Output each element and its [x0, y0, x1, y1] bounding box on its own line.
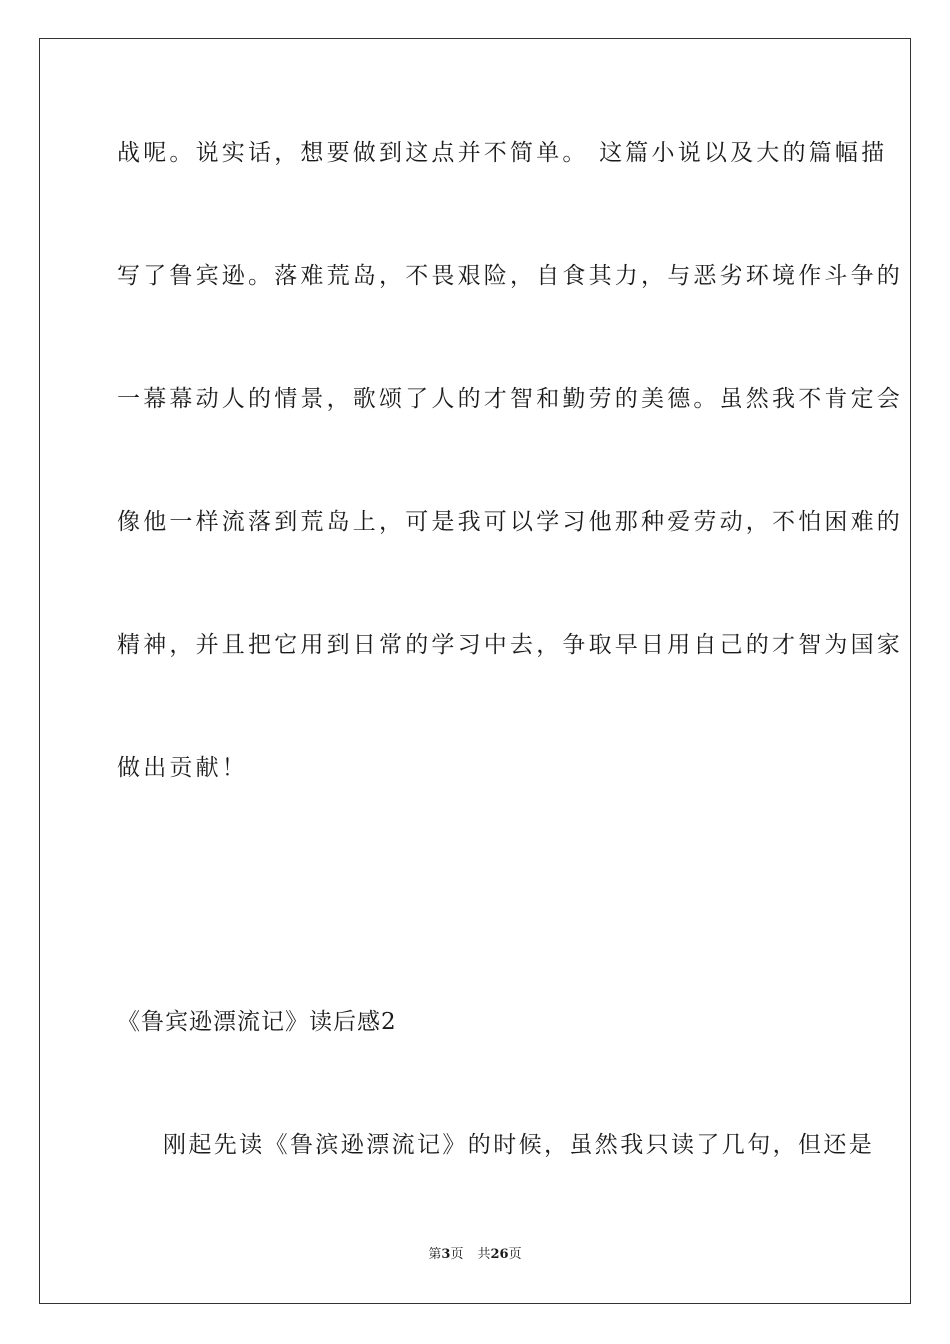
footer-total-suffix: 页 — [508, 1247, 522, 1262]
body-line-5: 精神，并且把它用到日常的学习中去，争取早日用自己的才智为国家 — [117, 632, 903, 658]
body-line-4: 像他一样流落到荒岛上，可是我可以学习他那种爱劳动，不怕困难的 — [117, 509, 903, 535]
footer-total-prefix: 共 — [477, 1247, 491, 1262]
footer-page-number: 3 — [441, 1247, 451, 1262]
body-line-3: 一幕幕动人的情景，歌颂了人的才智和勤劳的美德。虽然我不肯定会 — [117, 386, 903, 412]
body-line-6: 做出贡献！ — [117, 755, 248, 781]
footer-total-pages: 26 — [490, 1247, 509, 1262]
section-title: 《鲁宾逊漂流记》读后感2 — [117, 1009, 397, 1035]
page-footer — [0, 1246, 950, 1264]
body-line-2: 写了鲁宾逊。落难荒岛，不畏艰险，自食其力，与恶劣环境作斗争的 — [117, 263, 903, 289]
footer-page-suffix: 页 — [450, 1247, 464, 1262]
body-line-1: 战呢。说实话，想要做到这点并不简单。 这篇小说以及大的篇幅描 — [117, 140, 888, 166]
footer-page-prefix: 第 — [428, 1247, 442, 1262]
page-border — [39, 38, 911, 1304]
paragraph-first-line: 刚起先读《鲁滨逊漂流记》的时候，虽然我只读了几句，但还是 — [163, 1132, 875, 1158]
